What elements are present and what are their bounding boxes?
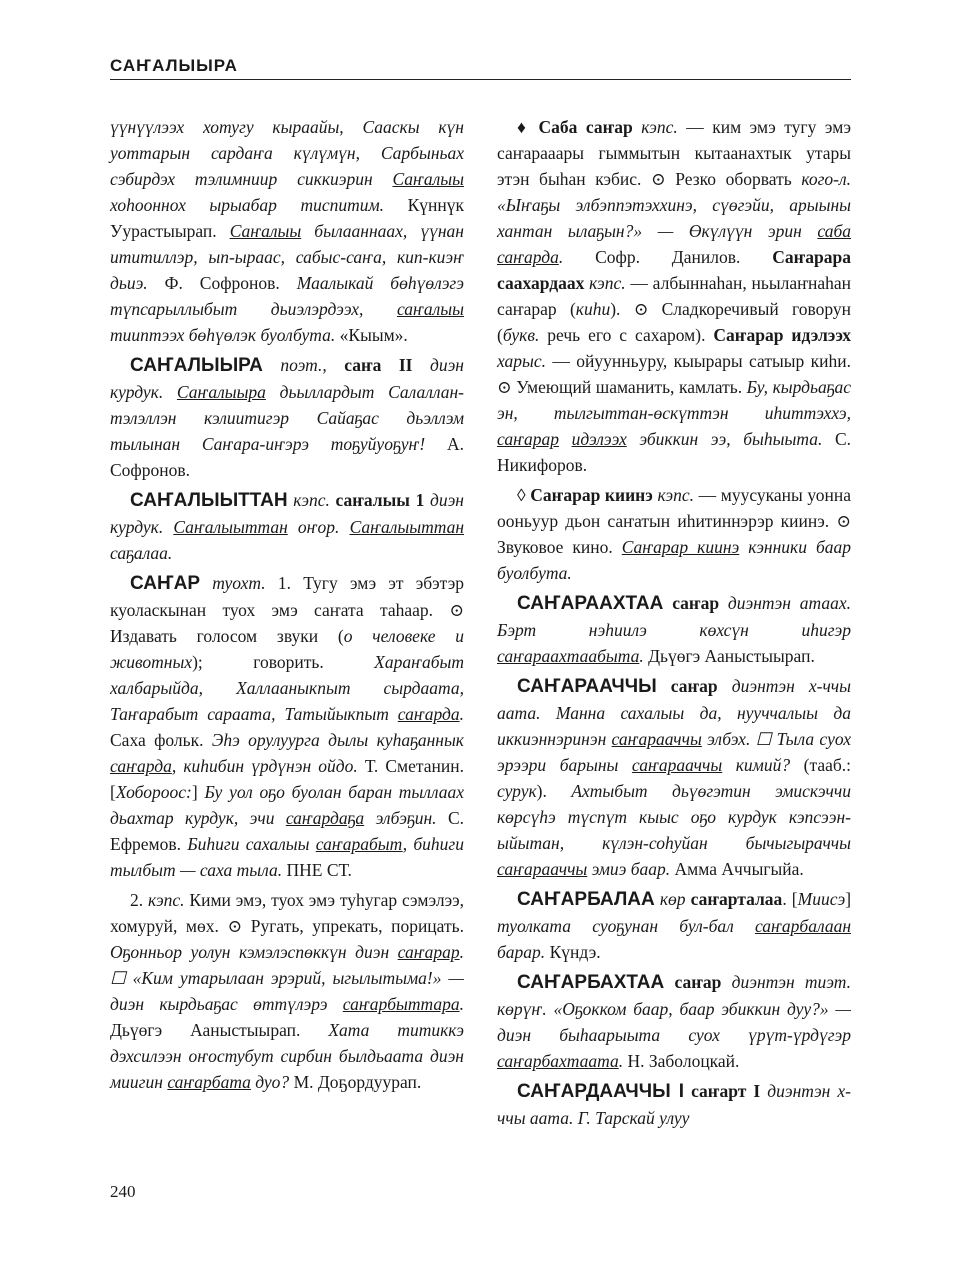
text-segment: Кими эмэ, туох эмэ туһугар сэмэлээ, хомуруй, мөх. ⊙ Ругать, упрекать, порицать. [110,890,464,936]
text-segment: поэт., [262,355,345,375]
dictionary-paragraph [110,570,464,883]
text-segment: харыс. [497,351,553,371]
text-segment: , биһиги тылбыт — саха тыла. [110,834,464,880]
text-segment: букв. [502,325,540,345]
text-segment: , киһибин үрдүнэн ойдо. [171,756,365,776]
text-segment: саҥараахтаабыта [497,646,640,666]
text-segment: Саба саҥар [538,117,633,137]
text-segment: Хата титиккэ дэхсилээн оҥостубут сирбин былдьаата диэн миигин [110,1020,464,1092]
text-segment: кэпс. [652,485,699,505]
text-segment: . [558,247,596,267]
text-segment: кэпс. [632,117,687,137]
text-segment: Миисэ [797,889,846,909]
text-segment: Биһиги сахалыы [187,834,316,854]
text-segment: Саҥарар киинэ [530,485,653,505]
text-segment: туолката суоҕунан бул-бал [497,916,755,936]
text-segment: кэпс. [584,273,631,293]
text-segment: Саҥарар идэлээх [713,325,851,345]
text-segment: эмиэ баар. [587,859,675,879]
text-segment: кого-л. «Ыҥаҕы элбэппэтэххинэ, сүөгэйи, арыыны хантан ылаҕын?» — Өкүлүүн эрин [497,169,851,241]
header-rule [110,79,851,80]
text-segment: саҥа II [344,355,413,375]
page-number: 240 [110,1182,136,1201]
text-segment: диэн курдук. [110,490,464,537]
text-segment: Күндэ. [549,942,601,962]
text-segment: диэн курдук. [110,355,464,402]
text-segment: 1. Тугу эмэ эт эбэтэр куоласкынан туох эмэ саҥата таһаар. ⊙ Издавать голосом звуки ( [110,573,464,646]
text-segment: саҥарбалаан [754,916,851,936]
text-segment: кимий? [722,755,804,775]
text-segment: М. Доҕордуурап. [293,1072,422,1092]
text-segment: диэнтэн х-ччы аата. Г. Тарскай улуу [497,1081,852,1128]
text-segment: — ким эмэ тугу эмэ саҥарааары гыммытын кытаанахтык утары этэн быһан кэбис. ⊙ Резко оборвать [497,117,851,189]
dictionary-paragraph [497,1078,851,1131]
entry-headword: САҤАР [130,573,201,594]
text-segment: Хобороос: [115,782,192,802]
text-segment: оҥор. [287,517,350,537]
dictionary-paragraph [497,969,851,1074]
text-segment: көр [654,889,691,909]
entry-headword: САҤАЛЫЫТТАН [130,490,288,511]
text-segment: сурук [497,781,537,801]
text-segment: ПНЕ СТ. [286,860,352,880]
text-segment: ] [191,782,205,802]
text-segment: саҥардаҕа [285,808,365,828]
text-segment: саҥарда [110,756,172,776]
text-segment: саҥалыы [396,299,464,319]
dictionary-paragraph [497,482,851,586]
text-segment: ◊ [517,485,531,505]
dictionary-paragraph [497,590,851,669]
dictionary-paragraph [110,114,464,348]
text-segment: С. Ефремов. [110,808,464,854]
text-segment: кэпс. [287,490,336,510]
dictionary-paragraph [497,673,851,882]
text-segment: идэлээх [571,429,627,449]
text-segment: речь его с сахаром). [539,325,714,345]
text-segment: саҥарар [497,429,559,449]
text-segment: Бу уол оҕо буолан баран тыллаах дьахтар курдук, эчи [110,782,464,828]
text-segment: — албыннаһан, ньылаҥнаһан саҥарар ( [497,273,851,319]
text-segment: Күннүк Уурастыырап. [110,195,464,241]
text-segment: «Кыым». [339,325,408,345]
right-column [497,114,851,1135]
text-segment: — муусуканы уонна ооньуур дьон саҥатын иһитиннэрэр киинэ. ⊙ Звуковое кино. [497,485,851,557]
text-segment: (тааб.: [803,755,851,775]
dictionary-paragraph [110,352,464,483]
text-segment: саҥарабыт [315,834,403,854]
text-segment: саҥарааччы [611,729,702,749]
text-segment: Саҥалыыра [176,382,266,402]
text-segment: Саҥалыы [229,221,302,241]
text-segment: үүнүүлээх хотугу кыраайы, Сааскы күн уоттарын сардаҥа күлүмүн, Сарбыньах сэбирдэх тэлимниир сиккиэрин [110,117,464,189]
text-segment: дуо? [250,1072,294,1092]
text-segment: ] [845,889,852,909]
text-segment: туохт. [200,573,278,593]
text-segment: ). ⊙ Сладкоречивый говорун ( [497,299,852,345]
text-segment: Маалыкай бөһүөлэгэ түпсарыллыбыт дьиэлэрдээх, [110,273,464,319]
text-segment: . [639,646,649,666]
text-segment: киһи [575,299,611,319]
text-segment: Эһэ орулуурга дылы куһаҕаннык [211,730,464,750]
text-segment: саҥарталаа [690,889,783,909]
text-segment: саҥарааччы [631,755,723,775]
text-segment: 2. [130,890,148,910]
text-segment: Дьүөгэ Ааныстыырап. [648,646,815,666]
entry-headword: САҤАРБАХТАА [517,972,665,993]
text-segment: саҥарбата [167,1072,251,1092]
text-segment: Ф. Софронов. [164,273,297,293]
text-segment: кэнники баар буолбута. [497,537,851,583]
text-segment: саҥарбахтаата [497,1051,619,1071]
text-segment: А. Софронов. [110,434,464,480]
text-segment: дьыллардыт Салаллан-тэлэллэн кэлиитигэр Сайаҕас дьэллэм тылынан Саҥара-иҥэрэ тоҕуйуоҕуҥ! [110,382,464,454]
text-segment: саҕалаа. [110,543,173,563]
text-segment: . [ [782,889,798,909]
text-segment: барар. [497,942,550,962]
text-segment: саҥарт I [683,1081,761,1101]
text-segment: Хараҥабыт халбарыйда, Халлааныкпыт сырдаата, Таҥарабыт сараата, Татыйыкпыт [110,652,464,724]
text-segment: Ахтыбыт дьүөгэтин эмискэччи көрсүһэ түспүт кыыс оҕо курдук кэпсээн-ыйытан, күлэн-соһуйан бычыгыраччы [497,781,852,853]
text-segment: Саҥалыы [392,169,464,189]
text-segment: Саҥарара саахардаах [497,247,851,293]
entry-headword: САҤАРБАЛАА [517,889,655,910]
text-segment: ); говорить. [192,652,375,672]
text-segment: о человеке и животных [110,626,465,672]
text-segment: Амма Аччыгыйа. [674,859,804,879]
text-segment: Бу, кырдьаҕас эн, тылгыттан-өскүттэн иһиттэххэ, [497,377,851,423]
text-segment: саҥар [663,593,720,613]
text-segment: Оҕонньор уолун кэмэлэспөккүн диэн [110,942,398,962]
entry-headword: САҤАЛЫЫРА [130,355,263,376]
text-segment: саҥар [656,676,718,696]
text-segment: Софр. Данилов. [595,247,773,267]
text-segment: Н. Заболоцкай. [627,1051,740,1071]
text-segment: Саха фольк. [110,730,212,750]
text-segment: саҥарда [397,704,460,724]
text-segment: диэнтэн х-ччы аата. Манна сахалыы да, нууччалыы да иккиэннэринэн [497,676,851,749]
left-column [110,114,464,1099]
text-segment: . [618,1051,628,1071]
text-segment: саҥарбыттара [342,994,460,1014]
text-segment: Т. Сметанин. [ [110,756,464,802]
entry-headword: САҤАРААЧЧЫ [517,676,657,697]
text-segment: С. Никифоров. [497,429,851,475]
text-segment: элбэх. ☐ Тыла суох эрээри барыны [497,729,851,775]
text-segment: саҥарар [397,942,460,962]
text-segment: саҥар [664,972,722,992]
text-segment: хоһооннох ырыабар тиспитим. [110,195,408,215]
text-segment: . ☐ «Ким утарылаан эрэрий, ыгылытыма!» — диэн кырдьаҕас өттүлэрэ [110,942,464,1014]
text-segment: ♦ [517,117,539,137]
text-segment: диэнтэн атаах. Бэрт нэһиилэ көхсүн иһигэр [497,593,852,640]
text-segment: . [459,994,464,1014]
text-segment: ). [536,781,572,801]
text-segment: диэнтэн тиэт. көрүҥ. «Оҕокком баар, баар эбиккин дуу?» — диэн быһаарыыта суох үрүт-үрдүгэр [497,972,852,1045]
text-segment: элбэҕин. [364,808,448,828]
text-segment: кэпс. [147,890,190,910]
dictionary-paragraph [497,114,851,478]
text-segment: — ойуунньуру, кыырары сатыыр киһи. ⊙ Умеющий шаманить, камлать. [497,351,851,397]
dictionary-paragraph [110,887,464,1095]
text-segment: Саҥалыыттан [349,517,464,537]
entry-headword: САҤАРДААЧЧЫ I [517,1081,684,1102]
text-segment: саба саҥарда [497,221,851,267]
text-segment: саҥарааччы [497,859,588,879]
text-segment: саҥалыы 1 [335,490,425,510]
running-head: САҤАЛЫЫРА [110,56,238,75]
dictionary-paragraph [497,886,851,965]
text-segment: былааннаах, үүнан ититиллэр, ып-ыраас, сабыс-саҥа, кип-киэҥ дьиэ. [110,221,464,293]
text-segment: тииптээх бөһүөлэк буолбута. [110,325,340,345]
text-segment: Саҥалыыттан [173,517,288,537]
dictionary-paragraph [110,487,464,566]
entry-headword: САҤАРААХТАА [517,593,664,614]
text-segment: Саҥарар киинэ [621,537,740,557]
text-segment: Дьүөгэ Ааныстыырап. [110,1020,329,1040]
text-segment: эбиккин ээ, быһыыта. [626,429,835,449]
text-segment [559,429,572,449]
text-segment: . [459,704,464,724]
